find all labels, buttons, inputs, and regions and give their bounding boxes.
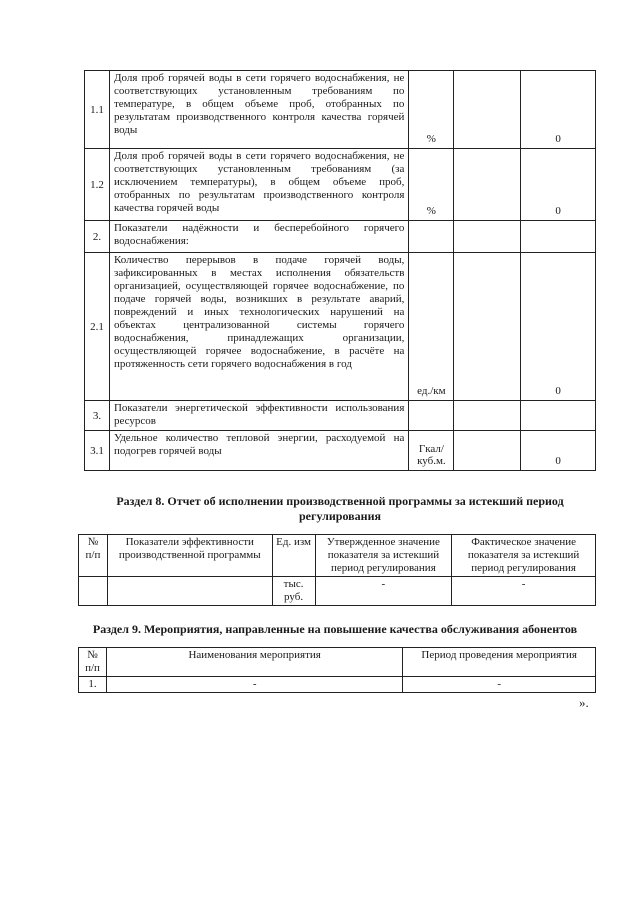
section9-heading: Раздел 9. Мероприятия, направленные на повышение качества обслуживания абонентов	[92, 622, 578, 636]
header-num: № п/п	[79, 648, 107, 677]
header-approved: Утвержденное значение показателя за истекший период регулирования	[315, 535, 452, 577]
row-unit: тыс. руб.	[272, 577, 315, 606]
header-event-name: Наименования мероприятия	[106, 648, 402, 677]
row-unit: %	[409, 149, 454, 221]
row-name	[107, 577, 272, 606]
row-description: Показатели энергетической эффективности использования ресурсов	[109, 401, 408, 431]
row-unit: Гкал/ куб.м.	[409, 431, 454, 471]
row-description: Доля проб горячей воды в сети горячего водоснабжения, не соответствующих установленным требованиям (за исключением температуры), в общем объеме проб, отобранных по результатам производственного контроля качества горячей воды	[109, 149, 408, 221]
row-description: Количество перерывов в подаче горячей воды, зафиксированных в местах исполнения обязательств организацией, осуществляющей горячее водоснабжение, по подаче горячей воды, возникших в результате аварий, повреждений и иных технологических нарушений на объектах централизованной системы горячего водоснабжения, принадлежащих организации, осуществляющей горячее водоснабжение, в расчёте на протяженность сети горячего водоснабжения в год	[109, 253, 408, 401]
section9-table	[78, 647, 596, 693]
section8-header-row	[79, 535, 596, 577]
row-actual-value: 0	[521, 149, 596, 221]
section9-header-row	[79, 648, 596, 677]
row-unit: %	[409, 71, 454, 149]
row-actual-value: 0	[521, 253, 596, 401]
row-actual-value	[521, 401, 596, 431]
row-actual: -	[452, 577, 596, 606]
header-actual: Фактическое значение показателя за истекший период регулирования	[452, 535, 596, 577]
row-number: 2.	[85, 221, 110, 253]
row-period: -	[403, 677, 596, 693]
indicator-row	[85, 431, 596, 471]
section8-table	[78, 534, 596, 606]
row-unit	[409, 221, 454, 253]
indicator-row	[85, 401, 596, 431]
row-actual-value	[521, 221, 596, 253]
header-num: № п/п	[79, 535, 108, 577]
row-planned-value	[454, 253, 521, 401]
row-actual-value: 0	[521, 71, 596, 149]
row-number: 1.2	[85, 149, 110, 221]
row-unit	[409, 401, 454, 431]
row-number: 3.1	[85, 431, 110, 471]
indicator-row	[85, 221, 596, 253]
closing-quote: ».	[579, 695, 589, 710]
section8-heading: Раздел 8. Отчет об исполнении производственной программы за истекший период регулирования	[116, 494, 564, 523]
header-unit: Ед. изм	[272, 535, 315, 577]
section8-row	[79, 577, 596, 606]
row-number: 1.1	[85, 71, 110, 149]
indicator-row	[85, 149, 596, 221]
row-planned-value	[454, 401, 521, 431]
row-num: 1.	[79, 677, 107, 693]
header-indicators: Показатели эффективности производственной программы	[107, 535, 272, 577]
row-planned-value	[454, 221, 521, 253]
row-description: Показатели надёжности и бесперебойного горячего водоснабжения:	[109, 221, 408, 253]
row-approved: -	[315, 577, 452, 606]
row-number: 2.1	[85, 253, 110, 401]
row-number: 3.	[85, 401, 110, 431]
section9-row	[79, 677, 596, 693]
row-description: Удельное количество тепловой энергии, расходуемой на подогрев горячей воды	[109, 431, 408, 471]
row-event-name: -	[106, 677, 402, 693]
row-num	[79, 577, 108, 606]
indicators-table	[84, 70, 596, 471]
row-actual-value: 0	[521, 431, 596, 471]
row-description: Доля проб горячей воды в сети горячего водоснабжения, не соответствующих установленным требованиям по температуре, в общем объеме проб, отобранных по результатам производственного контроля качества горячей воды	[109, 71, 408, 149]
indicator-row	[85, 253, 596, 401]
row-planned-value	[454, 149, 521, 221]
indicator-row	[85, 71, 596, 149]
row-unit: ед./км	[409, 253, 454, 401]
row-planned-value	[454, 431, 521, 471]
row-planned-value	[454, 71, 521, 149]
header-period: Период проведения мероприятия	[403, 648, 596, 677]
